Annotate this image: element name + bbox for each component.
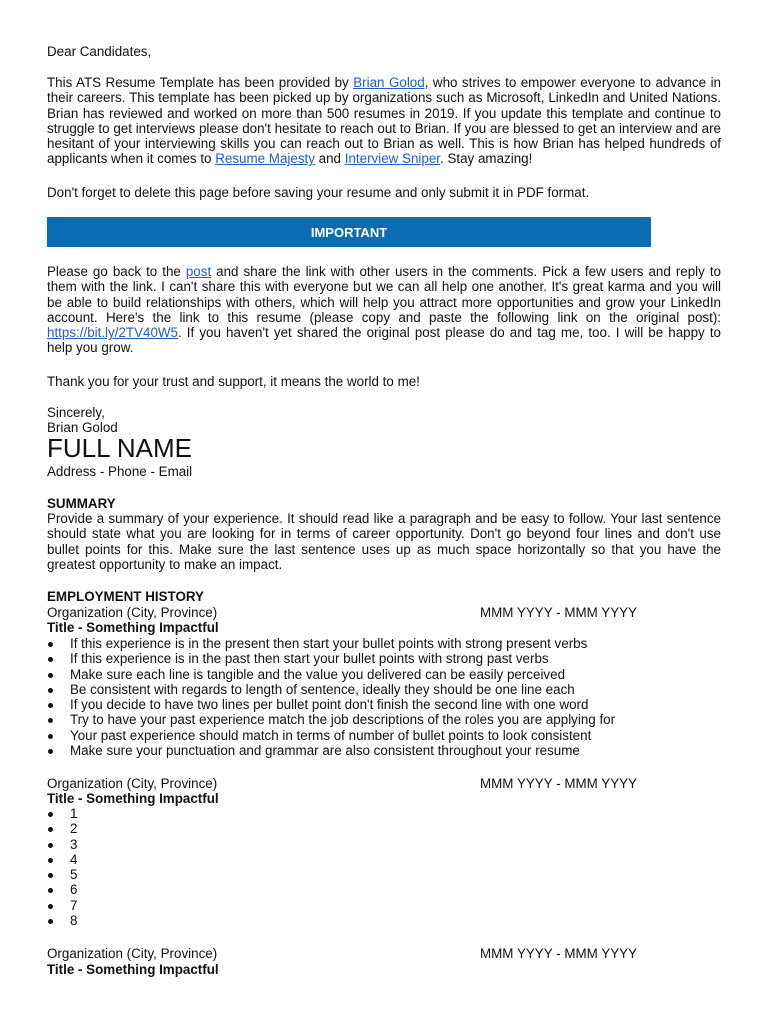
bullet-icon [48,642,53,647]
job-1-dates: MMM YYYY - MMM YYYY [480,605,637,620]
bullet-text: Try to have your past experience match the job descriptions of the roles you are applying for [70,712,616,728]
resume-majesty-link[interactable]: Resume Majesty [215,151,315,167]
intro-text-3: and [314,151,345,167]
list-item [47,898,721,913]
bullet-text: 5 [70,867,78,883]
bullet-icon [48,904,53,909]
bullet-text: 8 [70,913,78,929]
bullet-text: 1 [70,806,78,821]
list-item [47,837,721,852]
important-banner [47,217,651,247]
thanks-line: Thank you for your trust and support, it means the world to me! [47,374,420,389]
intro-text-1: This ATS Resume Template has been provided by [47,75,354,90]
important-text-1: Please go back to the [47,264,186,279]
bullet-text: 7 [70,897,78,913]
bullet-text: If you decide to have two lines per bullet point don't finish the second line with one word [70,697,589,713]
bullet-text: 3 [70,836,78,852]
bullet-icon [48,703,53,708]
bullet-icon [48,812,53,817]
job-2-title: Title - Something Impactful [47,791,219,806]
list-item [47,821,721,836]
brian-golod-link[interactable]: Brian Golod [353,75,425,90]
bullet-icon [48,888,53,893]
list-item [47,852,721,867]
list-item [47,743,721,758]
bullet-text: Make sure your punctuation and grammar are also consistent throughout your resume [70,743,580,759]
bullet-icon [48,919,53,924]
resume-contact: Address - Phone - Email [47,464,193,479]
list-item [47,806,721,821]
list-item [47,636,721,651]
list-item [47,913,721,928]
bullet-icon [48,734,53,739]
bullet-text: If this experience is in the present then start your bullet points with strong present verbs [70,636,588,651]
important-text-3: . If you haven't yet shared the original post please do and tag me, too. I will be happy to help you grow. [47,325,721,356]
job-1-bullets [47,636,721,758]
important-banner-label: IMPORTANT [310,224,388,240]
list-item [47,728,721,743]
list-item [47,682,721,697]
interview-sniper-link[interactable]: Interview Sniper [344,151,441,167]
list-item [47,867,721,882]
bullet-icon [48,858,53,863]
bullet-icon [48,843,53,848]
list-item [47,712,721,727]
important-paragraph [47,264,721,356]
greeting: Dear Candidates, [47,44,152,59]
bullet-text: Your past experience should match in terms of number of bullet points to look consistent [70,727,592,743]
important-text-2: and share the link with other users in the comments. Pick a few users and reply to them with the link. I can't share this with everyone but we can all help one another. It's great karma and you will be able to build relationships with others, which will help you attract more opportunities and grow your LinkedIn account. Here's the link to this resume (please copy and paste the following link on the original post): [47,264,721,325]
bullet-icon [48,827,53,832]
job-1-organization: Organization (City, Province) [47,605,218,620]
bullet-icon [48,749,53,754]
list-item [47,882,721,897]
intro-text-4: . Stay amazing! [440,151,533,167]
signoff-name: Brian Golod [47,420,118,435]
bullet-icon [48,688,53,693]
bullet-text: 6 [70,882,78,898]
bullet-icon [48,718,53,723]
summary-heading: SUMMARY [47,496,116,511]
post-link[interactable]: post [185,264,212,279]
job-1-title: Title - Something Impactful [47,620,219,635]
summary-text: Provide a summary of your experience. It should read like a paragraph and be easy to follow. Your last sentence should state what you are looking for in terms of career opportunity. Don't go beyond four lines and don't use bullet points for this. Make sure the last sentence uses up as much space horizontally so that you have the greatest opportunity to make an impact. [47,511,721,572]
list-item [47,667,721,682]
bullet-text: 4 [70,851,78,867]
job-3-title: Title - Something Impactful [47,962,219,977]
resume-short-link[interactable]: https://bit.ly/2TV40W5 [47,325,178,341]
job-3-organization: Organization (City, Province) [47,946,218,961]
employment-heading: EMPLOYMENT HISTORY [47,589,204,604]
sincerely: Sincerely, [47,405,105,420]
bullet-text: Be consistent with regards to length of sentence, ideally they should be one line each [70,681,575,697]
bullet-text: 2 [70,821,78,837]
bullet-icon [48,873,53,878]
job-3-dates: MMM YYYY - MMM YYYY [480,946,637,961]
resume-full-name: FULL NAME [47,433,192,463]
bullet-text: Make sure each line is tangible and the value you delivered can be easily perceived [70,666,566,682]
bullet-icon [48,657,53,662]
job-2-bullets [47,806,721,928]
bullet-text: If this experience is in the past then start your bullet points with strong past verbs [70,651,549,667]
intro-paragraph [47,75,721,167]
bullet-icon [48,673,53,678]
intro-text-2: , who strives to empower everyone to advance in their careers. This template has been picked up by organizations such as Microsoft, LinkedIn and United Nations. Brian has reviewed and worked on more than 500 resumes in 2019. If you update this template and continue to struggle to get interviews please don't hesitate to reach out to Brian. If you are blessed to get an interview and are hesitant of your interviewing skills you can reach out to Brian as well. This is how Brian has helped hundreds of applicants when it comes to [47,75,721,167]
delete-page-note: Don't forget to delete this page before saving your resume and only submit it in PDF format. [47,185,590,200]
list-item [47,651,721,666]
job-2-dates: MMM YYYY - MMM YYYY [480,776,637,791]
list-item [47,697,721,712]
job-2-organization: Organization (City, Province) [47,776,218,791]
